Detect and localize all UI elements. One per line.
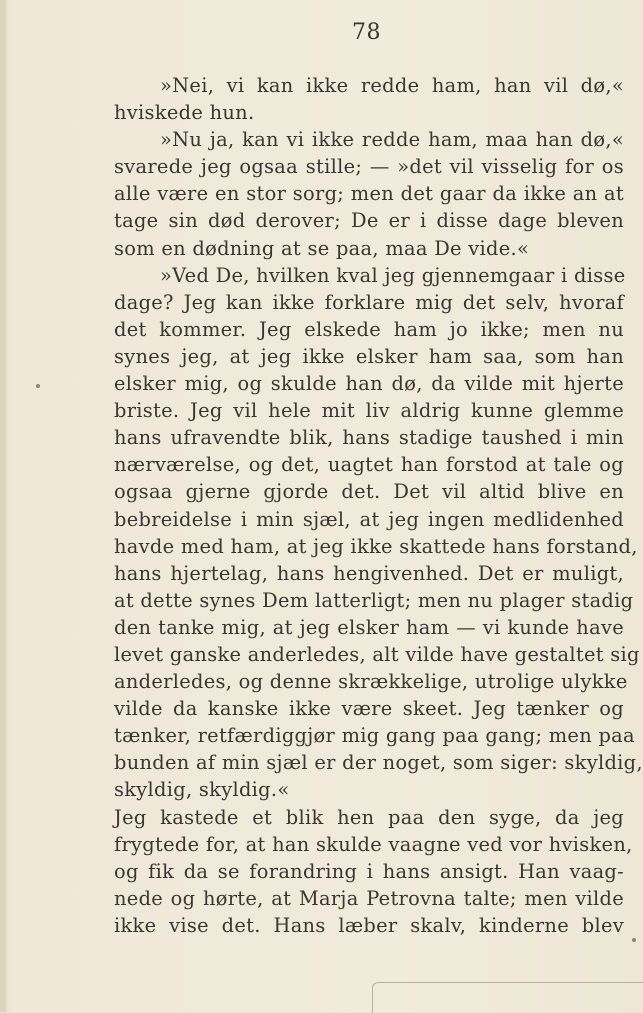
text-line: levet ganske anderledes, alt vilde have gestaltet sig [114, 642, 640, 666]
text-line: »Ved De, hvilken kval jeg gjennemgaar i disse [160, 263, 626, 287]
text-line: »Nei, vi kan ikke redde ham, han vil dø,« [160, 74, 624, 97]
text-line: elsker mig, og skulde han dø, da vilde mit hjerte [114, 372, 624, 396]
text-line: det kommer. Jeg elskede ham jo ikke; men nu [114, 317, 624, 341]
text-line: at dette synes Dem latterligt; men nu plager stadig [114, 588, 634, 612]
text-line: den tanke mig, at jeg elsker ham — vi kunde have [114, 615, 624, 639]
text-line: hans hjertelag, hans hengivenhed. Det er muligt, [114, 561, 624, 585]
page-number: 78 [352, 20, 381, 45]
text-line: bunden af min sjæl er der noget, som siger: skyldig, [114, 751, 643, 775]
text-line: anderledes, og denne skrækkelige, utrolige ulykke [114, 670, 628, 694]
text-line: skyldig, skyldig.« [114, 778, 290, 802]
text-line: frygtede for, at han skulde vaagne ved vor hvisken, [114, 832, 633, 856]
text-line: tænker, retfærdiggjør mig gang paa gang; men paa [114, 724, 635, 748]
text-line: hviskede hun. [114, 101, 255, 125]
text-line: ikke vise det. Hans læber skalv, kinderne blev [114, 913, 624, 937]
text-line: Jeg kastede et blik hen paa den syge, da jeg [114, 805, 624, 829]
paper-speck [36, 384, 40, 388]
text-line: alle være en stor sorg; men det gaar da ikke an at [114, 182, 624, 206]
text-line: hans ufravendte blik, hans stadige taushed i min [114, 426, 624, 450]
page-corner-fold [372, 982, 643, 1013]
body-text [114, 72, 643, 939]
text-line: vilde da kanske ikke være skeet. Jeg tænker og [114, 697, 624, 721]
text-line: havde med ham, at jeg ikke skattede hans forstand, [114, 534, 638, 558]
text-line: nærværelse, og det, uagtet han forstod at tale og [114, 453, 624, 477]
text-line: dage? Jeg kan ikke forklare mig det selv, hvoraf [114, 290, 624, 314]
text-line: bebreidelse i min sjæl, at jeg ingen medlidenhed [114, 507, 624, 531]
text-line: nede og hørte, at Marja Petrovna talte; men vilde [114, 886, 624, 910]
text-line: svarede jeg ogsaa stille; — »det vil visselig for os [114, 155, 624, 179]
text-line: briste. Jeg vil hele mit liv aldrig kunne glemme [114, 399, 624, 423]
page-binding-edge [0, 0, 6, 1012]
paper-speck [632, 938, 636, 942]
text-line: tage sin død derover; De er i disse dage bleven [114, 209, 624, 233]
text-line: synes jeg, at jeg ikke elsker ham saa, som han [114, 344, 624, 368]
text-line: som en dødning at se paa, maa De vide.« [114, 236, 530, 260]
text-line: ogsaa gjerne gjorde det. Det vil altid blive en [114, 480, 624, 504]
text-line: »Nu ja, kan vi ikke redde ham, maa han dø,« [160, 128, 624, 152]
text-line: og fik da se forandring i hans ansigt. Han vaag- [114, 859, 624, 883]
